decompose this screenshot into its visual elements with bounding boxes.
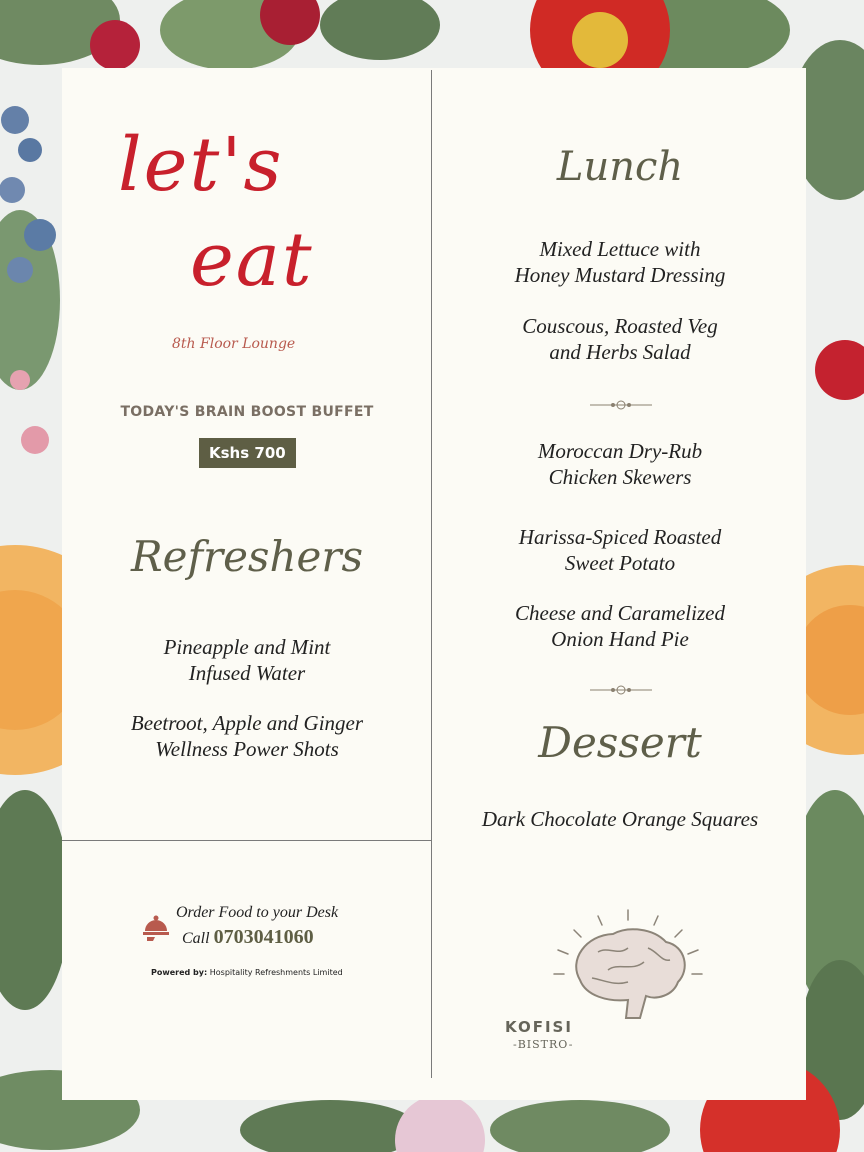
horizontal-divider [62, 840, 432, 841]
phone-number[interactable]: 0703041060 [213, 926, 314, 948]
title-line-1: let's [118, 122, 284, 208]
dessert-item: Dark Chocolate Orange Squares [481, 807, 759, 831]
call-label: Call [182, 930, 210, 947]
powered-by [151, 968, 343, 977]
lunch-item: Mixed Lettuce with [539, 237, 701, 261]
refresher-item: Pineapple and Mint [163, 635, 331, 659]
price-badge: Kshs 700 [199, 438, 296, 468]
lunch-item: Chicken Skewers [548, 465, 692, 489]
call-line [182, 926, 314, 949]
lunch-heading: Lunch [556, 144, 684, 190]
refresher-item: Wellness Power Shots [155, 737, 339, 761]
buffet-label: TODAY'S BRAIN BOOST BUFFET [120, 404, 374, 420]
ornament-divider [588, 683, 654, 697]
powered-label: Powered by: [151, 968, 208, 977]
powered-company: Hospitality Refreshments Limited [209, 968, 343, 977]
lunch-item: Sweet Potato [564, 551, 676, 575]
lunch-item: Onion Hand Pie [551, 627, 689, 651]
refresher-item: Infused Water [188, 661, 306, 685]
lunch-item: Honey Mustard Dressing [514, 263, 726, 287]
title-line-2: eat [190, 217, 314, 303]
lunch-item: Couscous, Roasted Veg [522, 314, 718, 338]
dessert-heading: Dessert [538, 718, 702, 767]
lunch-item: Moroccan Dry-Rub [537, 439, 703, 463]
lunch-item: Harissa-Spiced Roasted [518, 525, 722, 549]
cloche-icon [141, 913, 171, 943]
refreshers-heading: Refreshers [130, 532, 364, 581]
ornament-divider [588, 398, 654, 412]
logo-name: KOFISI [505, 1018, 573, 1036]
lunch-item: and Herbs Salad [549, 340, 691, 364]
logo-sub: -BISTRO- [513, 1038, 574, 1051]
refresher-item: Beetroot, Apple and Ginger [130, 711, 364, 735]
venue-label: 8th Floor Lounge [172, 336, 296, 352]
order-text: Order Food to your Desk [176, 904, 339, 921]
lunch-item: Cheese and Caramelized [515, 601, 725, 625]
